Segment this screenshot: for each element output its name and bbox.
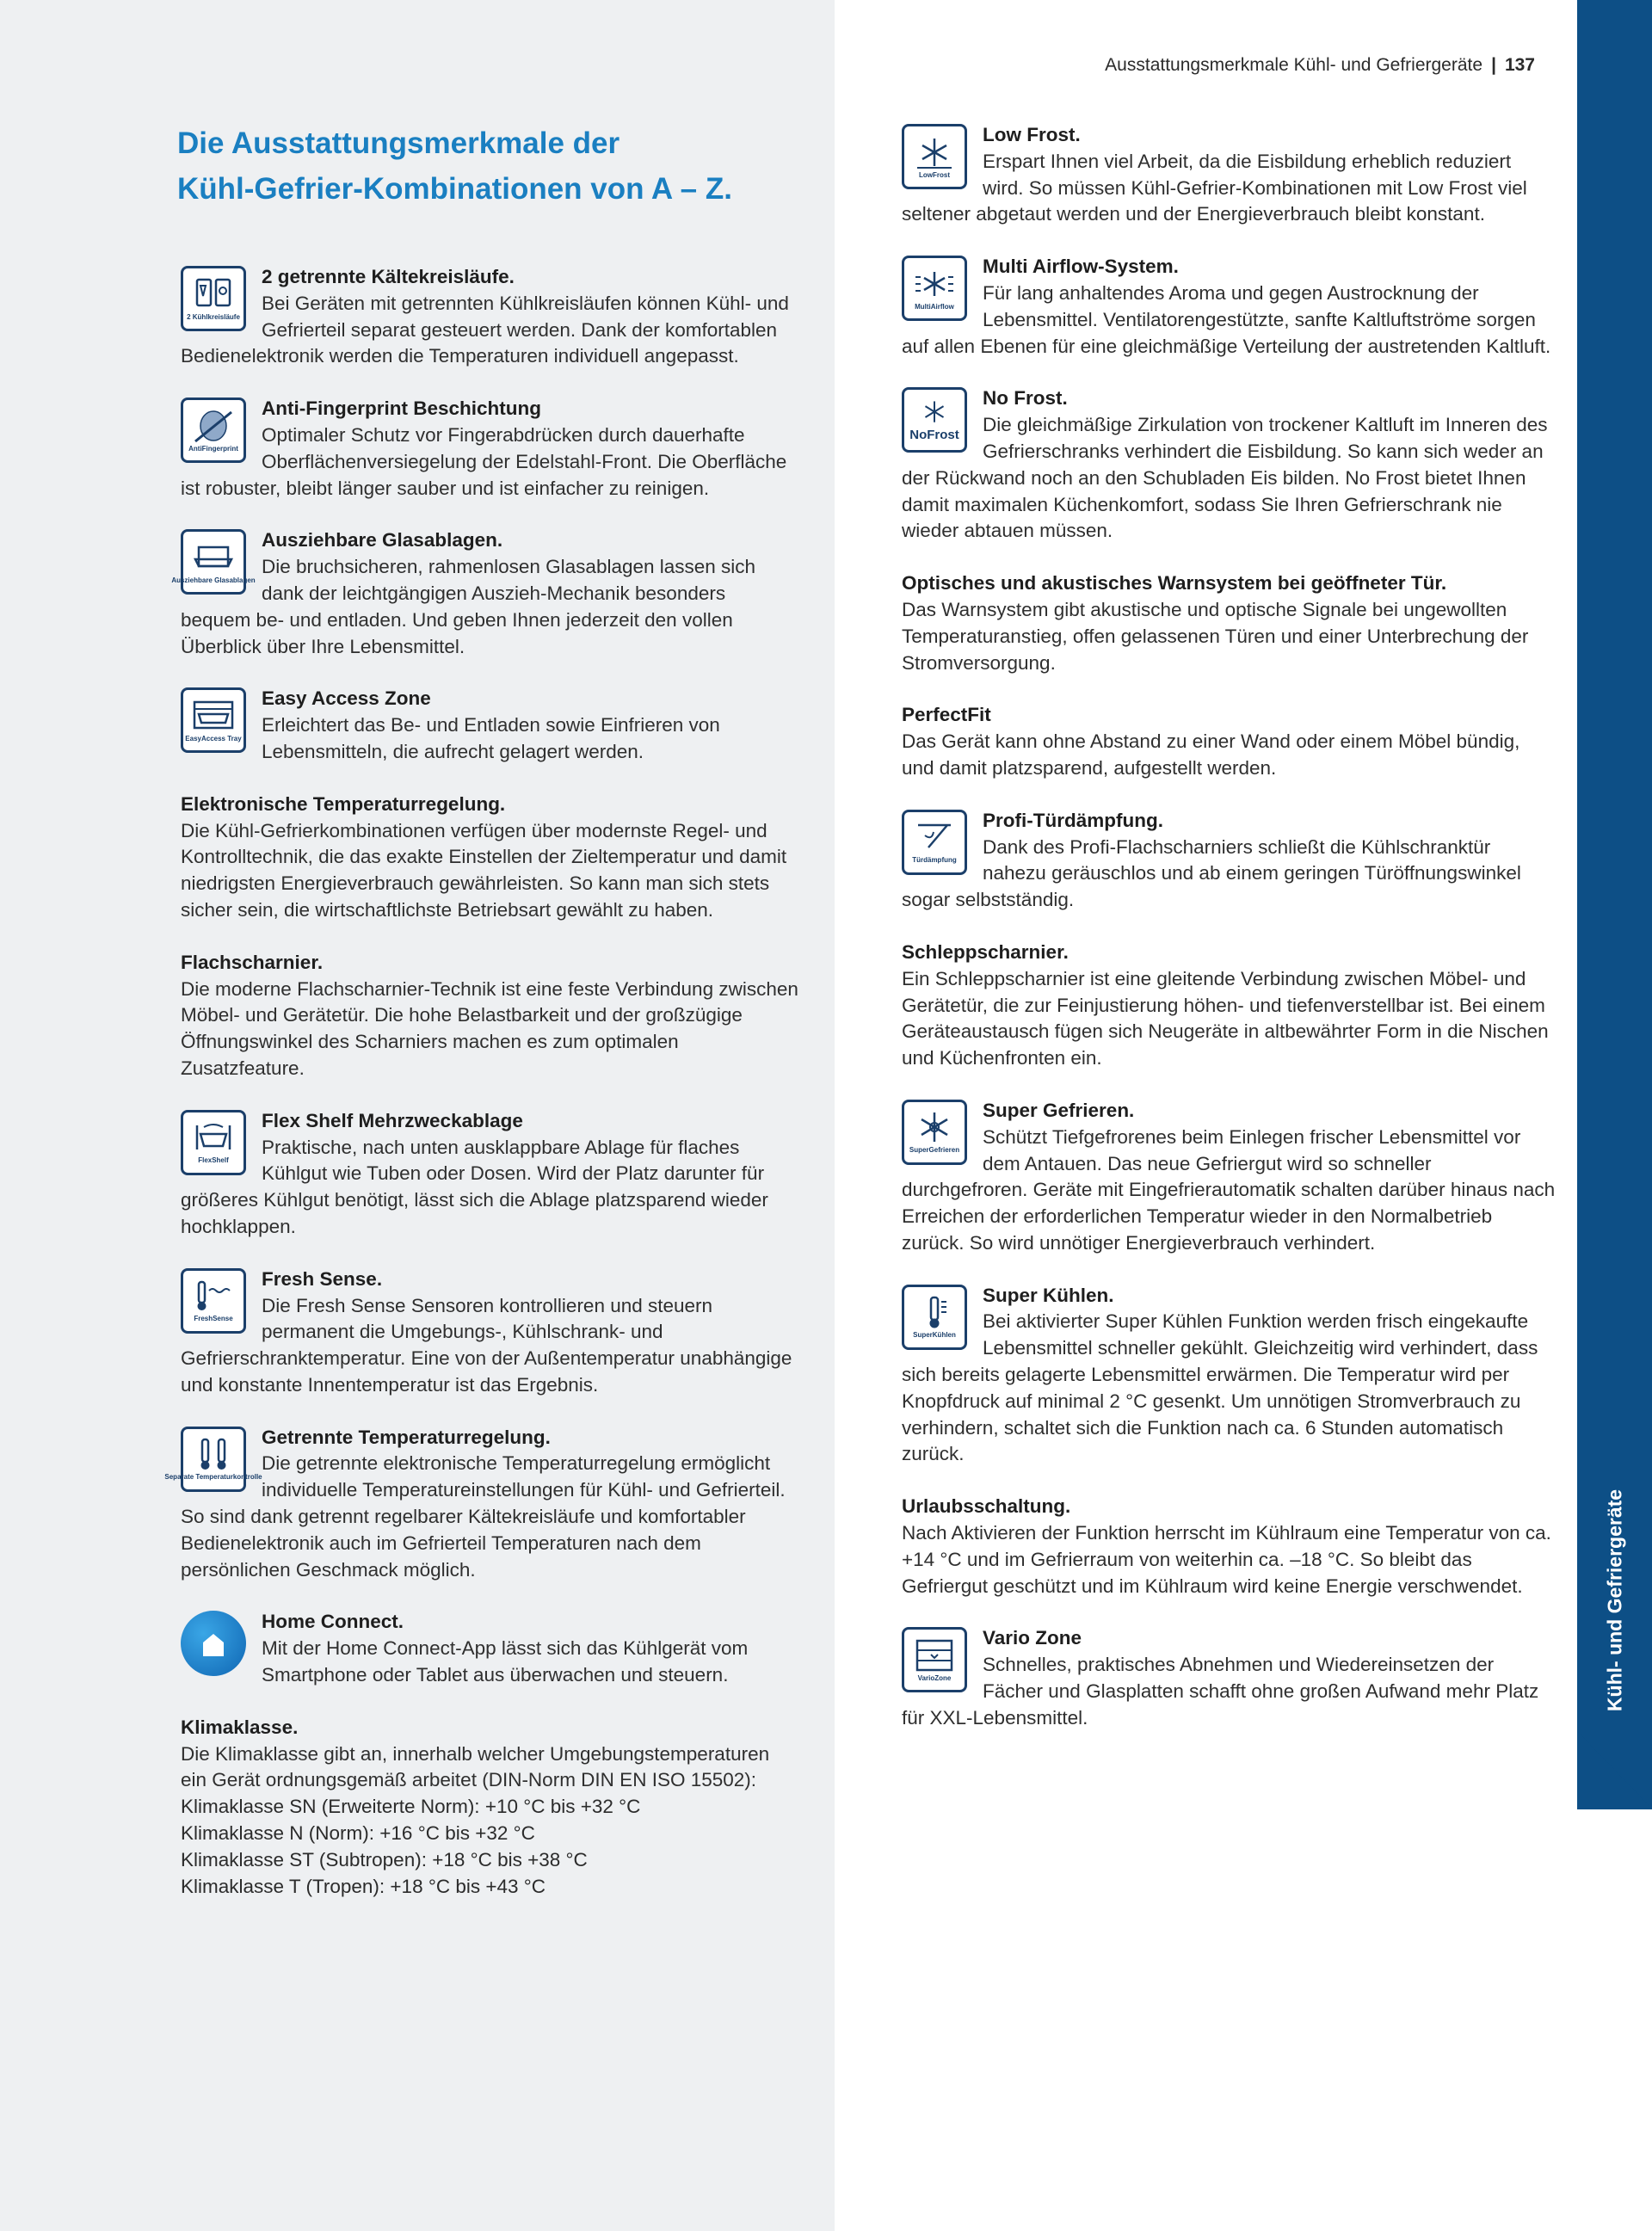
main-title xyxy=(177,120,797,212)
feature-text: Nach Aktivieren der Funktion herrscht im Kühlraum eine Temperatur von ca. +14 °C und im Gefrierraum von weiterhin ca. –18 °C. So bleibt das Gefriergut geschützt und im Kühlraum wird keine Energie verschwendet. xyxy=(902,1522,1551,1597)
main-title-line-2: Kühl-Gefrier-Kombinationen von A – Z. xyxy=(177,172,732,206)
super-cooling-icon xyxy=(902,1285,967,1350)
feature-profi-tuerdaempfung xyxy=(902,808,1556,914)
feature-text: Die gleichmäßige Zirkulation von trockener Kaltluft im Inneren des Gefrierschranks verhindert die Eisbildung. So kann sich weder an der Rückwand noch an den Schubladen Eis bilden. No Frost bietet Ihnen damit maximalen Küchenkomfort, sodass Sie Ihren Gefrierschrank nie wieder abtauen müssen. xyxy=(902,414,1548,542)
feature-text: Schnelles, praktisches Abnehmen und Wiedereinsetzen der Fächer und Glasplatten schafft ohne großen Aufwand mehr Platz für XXL-Lebensmittel. xyxy=(902,1654,1539,1729)
feature-super-kuehlen xyxy=(902,1283,1556,1469)
feature-title: Flex Shelf Mehrzweckablage xyxy=(262,1109,523,1131)
feature-text: Erspart Ihnen viel Arbeit, da die Eisbildung erheblich reduziert wird. So müssen Kühl-Gefrier-Kombinationen mit Low Frost viel seltener abgetaut werden und der Energieverbrauch bleibt konstant. xyxy=(902,150,1527,225)
feature-title: Profi-Türdämpfung. xyxy=(983,809,1163,831)
klimaklasse-st: Klimaklasse ST (Subtropen): +18 °C bis +38 °C xyxy=(181,1848,588,1870)
klimaklasse-sn: Klimaklasse SN (Erweiterte Norm): +10 °C bis +32 °C xyxy=(181,1796,641,1818)
no-frost-icon xyxy=(902,387,967,453)
feature-multi-airflow xyxy=(902,254,1556,360)
side-tab-label: Kühl- und Gefriergeräte xyxy=(1603,1488,1626,1712)
feature-title: 2 getrennte Kältekreisläufe. xyxy=(262,266,515,287)
feature-no-frost xyxy=(902,385,1556,545)
header-separator: | xyxy=(1491,55,1496,75)
feature-text: Praktische, nach unten ausklappbare Ablage für flaches Kühlgut wie Tuben oder Dosen. Wird der Platz darunter für größeres Kühlgut benötigt, lässt sich die Ablage platzsparend wieder hochklappen. xyxy=(181,1136,768,1237)
icon-caption: EasyAccess Tray xyxy=(185,734,242,743)
icon-caption: AntiFingerprint xyxy=(188,444,238,453)
feature-title: Super Kühlen. xyxy=(983,1284,1114,1306)
flex-shelf-icon xyxy=(181,1110,246,1175)
feature-title: Elektronische Temperaturregelung. xyxy=(181,792,506,815)
feature-warnsystem xyxy=(902,570,1556,676)
feature-text: Die Klimaklasse gibt an, innerhalb welcher Umgebungstemperaturen ein Gerät ordnungsgemäß arbeitet (DIN-Norm DIN EN ISO 15502): xyxy=(181,1742,770,1791)
feature-title: PerfectFit xyxy=(902,704,991,726)
super-freezing-icon xyxy=(902,1100,967,1165)
low-frost-icon xyxy=(902,124,967,189)
feature-title: Urlaubsschaltung. xyxy=(902,1495,1071,1518)
separate-thermometers-icon xyxy=(164,1427,262,1492)
feature-title: Super Gefrieren. xyxy=(983,1099,1135,1121)
multi-airflow-icon xyxy=(902,256,967,321)
icon-caption: MultiAirflow xyxy=(915,302,954,311)
icon-caption: Türdämpfung xyxy=(912,856,957,865)
icon-caption: 2 Kühlkreisläufe xyxy=(187,312,240,321)
feature-title: Klimaklasse. xyxy=(181,1716,299,1738)
feature-text: Die bruchsicheren, rahmenlosen Glasablagen lassen sich dank der leichtgängigen Auszieh-Mechanik besonders bequem be- und entladen. Und geben Ihnen jederzeit den vollen Überblick über Ihre Lebensmittel. xyxy=(181,556,756,657)
feature-text: Das Gerät kann ohne Abstand zu einer Wand oder einem Möbel bündig, und damit platzsparend, aufgestellt werden. xyxy=(902,730,1520,779)
page-header xyxy=(1105,55,1535,76)
feature-text: Die Fresh Sense Sensoren kontrollieren und steuern permanent die Umgebungs-, Kühlschrank- und Gefrierschranktemperatur. Eine von der Außentemperatur unabhängige und konstante Innentemperatur ist das Ergebnis. xyxy=(181,1294,792,1396)
feature-title: Anti-Fingerprint Beschichtung xyxy=(262,398,541,420)
feature-glasablagen xyxy=(171,527,800,660)
feature-text: Schützt Tiefgefrorenes beim Einlegen frischer Lebensmittel vor dem Antauen. Das neue Gefriergut wird so schneller durchgefroren. Geräte mit Eingefrierautomatik schalten darüber hinaus nach Erreichen der erforderlichen Temperatur wieder in den Normalbetrieb zurück. So wird unnötiger Energieverbrauch verhindert. xyxy=(902,1125,1556,1254)
feature-home-connect xyxy=(181,1609,800,1688)
feature-getrennte-temperaturregelung xyxy=(164,1425,800,1584)
feature-text: Die getrennte elektronische Temperaturregelung ermöglicht individuelle Temperatureinstellungen für Kühl- und Gefrierteil. So sind dank getrennt regelbarer Kältekreisläufe und komfortabler Bedienelektronik auch im Gefrierteil Temperaturen nach dem persönlichen Geschmack möglich. xyxy=(181,1452,786,1581)
klimaklasse-n: Klimaklasse N (Norm): +16 °C bis +32 °C xyxy=(181,1822,535,1845)
feature-title: Schleppscharnier. xyxy=(902,940,1069,963)
feature-text: Optimaler Schutz vor Fingerabdrücken durch dauerhafte Oberflächenversiegelung der Edelstahl-Front. Die Oberfläche ist robuster, bleibt länger sauber und ist einfacher zu reinigen. xyxy=(181,423,787,499)
header-title: Ausstattungsmerkmale Kühl- und Gefriergeräte xyxy=(1105,55,1483,75)
main-title-line-1: Die Ausstattungsmerkmale der xyxy=(177,126,620,160)
fresh-sense-icon xyxy=(181,1268,246,1334)
feature-title: Getrennte Temperaturregelung. xyxy=(262,1426,551,1448)
feature-super-gefrieren xyxy=(902,1098,1556,1257)
feature-title: Home Connect. xyxy=(262,1611,404,1633)
feature-text: Die Kühl-Gefrierkombinationen verfügen über modernste Regel- und Kontrolltechnik, die das exakte Einstellen der Zieltemperatur und damit niedrigsten Energieverbrauch gewährleisten. So kann man sich stets sicher sein, die wirtschaftlichste Betriebsart gewählt zu haben. xyxy=(181,819,787,921)
feature-text: Für lang anhaltendes Aroma und gegen Austrocknung der Lebensmittel. Ventilatorengestützte, sanfte Kaltluftströme sorgen auf allen Ebenen für eine gleichmäßige Verteilung der austretenden Kaltluft. xyxy=(902,281,1551,357)
page-number: 137 xyxy=(1504,55,1535,75)
feature-text: Erleichtert das Be- und Entladen sowie Einfrieren von Lebensmitteln, die aufrecht gelagert werden. xyxy=(262,714,720,762)
icon-caption: Ausziehbare Glasablagen xyxy=(171,576,256,584)
feature-low-frost xyxy=(902,122,1556,228)
feature-flex-shelf xyxy=(181,1108,800,1241)
feature-title: Vario Zone xyxy=(983,1627,1082,1649)
home-connect-icon xyxy=(181,1611,246,1676)
feature-2-kreislaeufe xyxy=(181,264,800,370)
feature-fresh-sense xyxy=(181,1266,800,1399)
glass-shelf-icon xyxy=(171,529,256,595)
feature-vario-zone xyxy=(902,1625,1556,1731)
feature-title: Fresh Sense. xyxy=(262,1267,383,1290)
icon-caption: FreshSense xyxy=(194,1315,233,1323)
vario-zone-icon xyxy=(902,1627,967,1692)
feature-klimaklasse xyxy=(181,1715,800,1901)
feature-flachscharnier xyxy=(181,950,800,1082)
left-column xyxy=(164,264,800,1926)
icon-caption: LowFrost xyxy=(919,170,950,179)
feature-title: Optisches und akustisches Warnsystem bei geöffneter Tür. xyxy=(902,572,1447,595)
feature-elektronische-temperaturregelung xyxy=(181,792,800,924)
icon-caption: NoFrost xyxy=(909,427,959,442)
feature-text: Bei Geräten mit getrennten Kühlkreisläufen können Kühl- und Gefrierteil separat gesteuert werden. Dank der komfortablen Bedienelektronik werden die Temperaturen individuell angepasst. xyxy=(181,292,789,367)
feature-text: Das Warnsystem gibt akustische und optische Signale bei ungewollten Temperaturanstieg, offen gelassenen Türen und einer Unterbrechung der Stromversorgung. xyxy=(902,598,1529,674)
feature-text: Die moderne Flachscharnier-Technik ist eine feste Verbindung zwischen Möbel- und Gerätetür. Die hohe Belastbarkeit und der großzügige Öffnungswinkel des Scharniers machen es zum optimalen Zusatzfeature. xyxy=(181,977,798,1079)
right-column xyxy=(902,122,1556,1758)
feature-urlaubsschaltung xyxy=(902,1494,1556,1599)
feature-title: No Frost. xyxy=(983,387,1068,410)
icon-caption: Separate Temperaturkontrolle xyxy=(164,1473,262,1482)
feature-perfectfit xyxy=(902,702,1556,781)
feature-title: Ausziehbare Glasablagen. xyxy=(262,529,503,552)
anti-fingerprint-icon xyxy=(181,398,246,463)
feature-easy-access xyxy=(181,686,800,765)
easy-access-tray-icon xyxy=(181,687,246,753)
two-circuits-icon xyxy=(181,266,246,331)
feature-text: Ein Schleppscharnier ist eine gleitende Verbindung zwischen Möbel- und Gerätetür, die zur Feinjustierung höhen- und tiefenverstellbar ist. Bei einem Geräteaustausch fügen sich Neugeräte in altbewährter Form in die Nischen und Küchenfronten ein. xyxy=(902,967,1549,1069)
feature-anti-fingerprint xyxy=(181,396,800,502)
feature-title: Easy Access Zone xyxy=(262,687,431,710)
feature-text: Mit der Home Connect-App lässt sich das Kühlgerät vom Smartphone oder Tablet aus überwachen und steuern. xyxy=(262,1637,749,1686)
icon-caption: SuperGefrieren xyxy=(909,1146,960,1155)
feature-title: Flachscharnier. xyxy=(181,951,324,973)
feature-title: Low Frost. xyxy=(983,124,1081,145)
icon-caption: VarioZone xyxy=(917,1673,952,1682)
feature-title: Multi Airflow-System. xyxy=(983,256,1179,278)
klimaklasse-t: Klimaklasse T (Tropen): +18 °C bis +43 °C xyxy=(181,1875,546,1897)
icon-caption: FlexShelf xyxy=(198,1156,229,1165)
feature-text: Bei aktivierter Super Kühlen Funktion werden frisch eingekaufte Lebensmittel schneller gekühlt. Gleichzeitig wird verhindert, dass sich bereits gelagerte Lebensmittel erwärmen. Die Temperatur wird per Knopfdruck auf minimal 2 °C gesenkt. Um unnötigen Stromverbrauch zu verhindern, schaltet sich die Funktion nach ca. 6 Stunden automatisch zurück. xyxy=(902,1310,1538,1465)
door-damping-icon xyxy=(902,810,967,875)
feature-text: Dank des Profi-Flachscharniers schließt die Kühlschranktür nahezu geräuschlos und ab einem geringen Türöffnungswinkel sogar selbstständig. xyxy=(902,835,1521,911)
feature-schleppscharnier xyxy=(902,940,1556,1072)
icon-caption: SuperKühlen xyxy=(913,1331,956,1340)
